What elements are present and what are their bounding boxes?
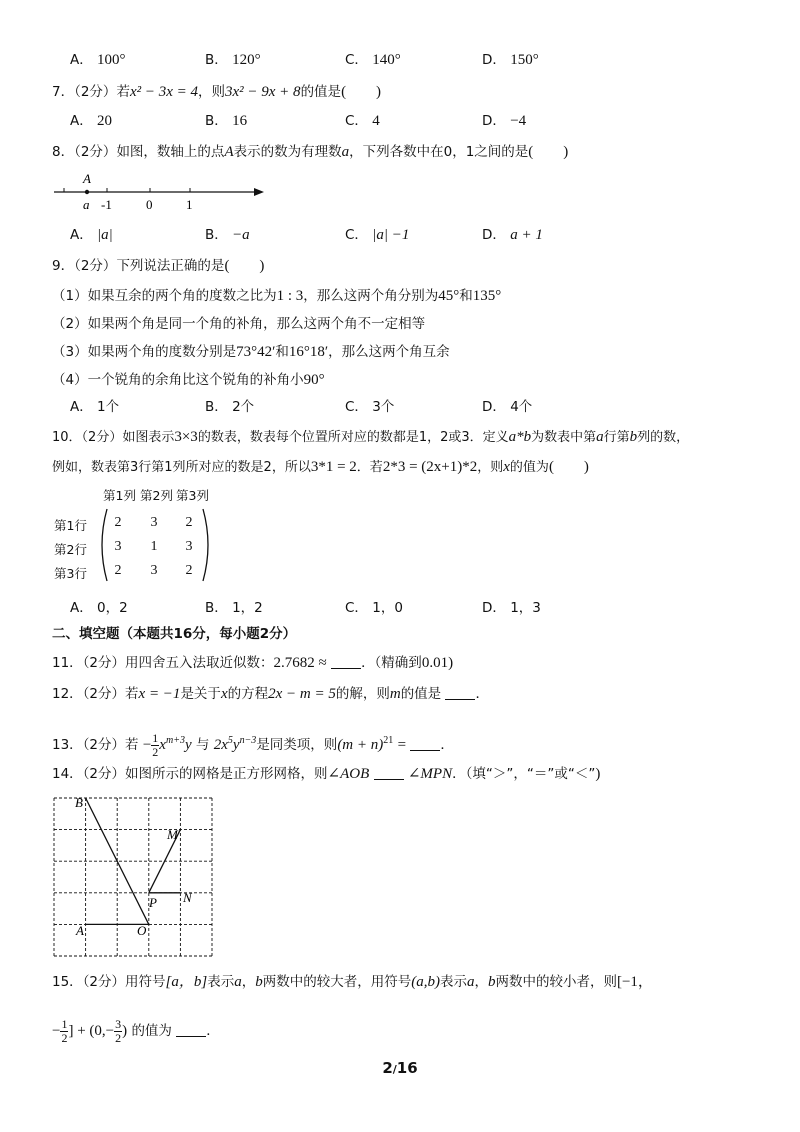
question-text: 列的数， [637,430,690,445]
math-expr: ) [122,1023,128,1039]
option-label: C． [345,227,368,243]
option-label: A． [70,52,93,68]
fraction-numerator: 1 [152,730,159,745]
question-13 [52,724,454,762]
option-value: 16 [232,113,248,129]
statement-text: 和 [275,344,289,360]
tick-label: a [83,197,90,212]
math-expr: 3*1 = 2 [310,459,357,475]
option-value: 140° [372,52,401,68]
point-label-m: M [167,827,178,842]
question-text: 的值为 [131,1023,172,1039]
fraction-denominator: 2 [152,744,159,759]
minus-sign: − [52,1023,61,1039]
math-exponent: 5 [227,735,233,746]
total-pages: 16 [396,1059,418,1077]
left-bracket [102,509,107,581]
matrix-cell: 3 [150,563,158,578]
question-score: （2分） [81,430,123,445]
answer-blank[interactable] [331,656,361,669]
question-number: 15． [52,974,83,990]
q7-option-c [345,111,380,131]
question-text: ， [474,974,488,990]
page-number [0,1059,800,1077]
question-15 [52,972,653,992]
point-a-dot [85,190,89,194]
matrix-cell: 2 [114,515,122,530]
q9-option-b [205,397,254,417]
question-text: ． [440,737,454,753]
q8-option-b [205,225,250,245]
option-label: A． [70,227,93,243]
option-value: 4个 [510,399,533,415]
question-text: 的方程 [227,686,269,702]
question-text: 行第 [603,430,630,445]
math-var: y [184,737,192,753]
question-text: ．若 [356,460,383,475]
point-label-n: N [183,890,192,905]
option-value: |a| −1 [372,227,410,243]
math-expr: 1 : 3 [276,288,304,304]
column-header: 第1列 [103,488,136,503]
option-label: B． [205,227,228,243]
q9-statement-2 [52,314,425,334]
option-value: 3个 [372,399,395,415]
question-text: ， [241,974,256,990]
question-15-line-2 [52,1014,220,1048]
question-text: 如图表示 [122,430,175,445]
minus-sign: − [142,737,152,753]
fraction-denominator: 2 [115,1030,122,1045]
matrix-cell: 1 [150,539,158,554]
question-text: 如图所示的网格是正方形网格，则 [125,766,328,782]
q9-statement-4 [52,370,325,390]
question-score: （2分） [82,737,126,753]
question-number: 8． [52,144,75,160]
question-score: （2分） [74,144,117,160]
question-number: 9． [52,258,75,274]
math-expr: ∠AOB [327,766,370,782]
square-grid-figure [50,794,220,964]
option-value: 150° [510,52,539,68]
option-value: −4 [510,113,527,129]
option-value: 1个 [97,399,120,415]
q8-option-a [70,225,113,245]
question-score: （2分） [82,655,126,671]
answer-blank[interactable] [374,767,404,780]
q10-option-c [345,598,403,618]
question-7 [52,82,381,102]
point-label-b: B [75,795,83,810]
math-expr: x = −1 [138,686,181,702]
fraction-denominator: 2 [61,1030,68,1045]
math-expr: ] + (0, [68,1023,106,1039]
option-value: 2个 [232,399,255,415]
row-header: 第1行 [54,518,87,533]
question-text: ，则 [198,84,225,100]
option-label: C． [345,600,368,616]
question-text: 若 [125,686,139,702]
option-value: 1，2 [232,600,263,616]
question-text: 用符号 [125,974,166,990]
current-page: 2 [382,1059,393,1077]
point-label-o: O [137,923,147,938]
question-text: 的值是 [300,84,342,100]
math-expr: 2x − m = 5 [268,686,336,702]
answer-paren: ( ) [224,258,265,274]
question-text: 为数表中第 [531,430,597,445]
answer-paren: ( ) [528,144,569,160]
answer-paren: ( ) [548,459,589,475]
option-label: A． [70,600,93,616]
question-text: 两数中的较大者，用符号 [262,974,412,990]
math-expr: 2*3 = (2x+1)*2 [382,459,478,475]
q6-option-c [345,50,401,70]
matrix-cell: 3 [150,515,158,530]
math-exponent: 21 [383,735,394,746]
math-var: y [232,737,240,753]
question-text: 若 [116,84,130,100]
option-value: a + 1 [510,227,543,243]
option-label: C． [345,399,368,415]
q6-option-a [70,50,126,70]
math-var: b [487,974,496,990]
math-expr: 90° [303,372,325,388]
question-score: （2分） [74,84,117,100]
page-separator: / [392,1063,397,1076]
q10-option-a [70,598,128,618]
option-label: D． [482,52,506,68]
statement-text: ，那么这两个角互余 [328,344,450,360]
statement-text: （3）如果两个角的度数分别是 [52,344,237,360]
matrix-cell: 2 [185,563,193,578]
matrix-cell: 3 [185,539,193,554]
question-score: （2分） [82,766,126,782]
question-number: 13． [52,737,83,753]
math-expr: 2.7682 ≈ [273,655,327,671]
question-number: 11． [52,655,83,671]
math-var: A [224,144,234,160]
math-expr: 16°18′ [288,344,329,360]
question-number: 10． [52,430,82,445]
math-var: x [159,737,166,753]
matrix-cell: 2 [185,515,193,530]
math-expr: 2x [213,737,228,753]
question-text: 如图，数轴上的点 [116,144,225,160]
option-value: |a| [97,227,113,243]
question-text: 的解，则 [335,686,390,702]
option-label: A． [70,113,93,129]
option-label: B． [205,600,228,616]
math-expr: [a，b] [165,974,208,990]
math-expr: 3×3 [174,429,198,445]
question-text: 两数中的较小者，则 [495,974,617,990]
question-text: 若 [125,737,139,753]
number-line-figure [50,168,280,216]
question-text: 与 [195,737,210,753]
math-expr: [−1， [616,974,653,990]
q9-option-d [482,397,532,417]
point-label: A [83,171,91,186]
option-label: D． [482,227,506,243]
q9-statement-1 [52,286,501,306]
question-score: （2分） [82,686,126,702]
q9-option-a [70,397,119,417]
tick-label: 1 [186,197,193,212]
math-exponent: m+3 [165,735,185,746]
question-text: ，下列各数中在0，1之间的是 [349,144,529,160]
question-text: 的值是 [400,686,442,702]
math-var: x [503,459,510,475]
question-text: ) [448,655,454,671]
section-heading: 二、填空题（本题共16分，每小题2分） [52,626,297,642]
q9-statement-3 [52,342,450,362]
option-value: 120° [232,52,261,68]
option-label: B． [205,399,228,415]
question-text: 表示的数为有理数 [233,144,342,160]
tick-label: -1 [101,197,112,212]
question-10-line-2 [52,457,589,478]
answer-blank[interactable] [445,687,475,700]
option-label: C． [345,52,368,68]
arrow-icon [254,188,264,196]
row-header: 第3行 [54,566,87,581]
question-number: 14． [52,766,83,782]
question-text: 的数表，数表每个位置所对应的数都是1，2或3．定义 [197,430,509,445]
math-expr: (m + n) [337,737,384,753]
math-var: m [389,686,401,702]
statement-text: （1）如果互余的两个角的度数之比为 [52,288,277,304]
math-var: a [234,974,242,990]
question-10 [52,427,689,448]
tick-label: 0 [146,197,153,212]
question-text: 用四舍五入法取近似数： [125,655,274,671]
math-var: b [629,429,638,445]
math-expr: x² − 3x = 4 [129,84,198,100]
option-label: D． [482,399,506,415]
math-var: b [255,974,263,990]
right-bracket [203,509,208,581]
option-value: −a [232,227,250,243]
math-expr: 135° [472,288,502,304]
matrix-cell: 2 [114,563,122,578]
math-var: a [596,429,604,445]
math-var: a [466,974,475,990]
option-label: B． [205,52,228,68]
question-text: 例如，数表第3行第1列所对应的数是2，所以 [52,460,311,475]
q8-option-d [482,225,543,245]
option-value: 4 [372,113,380,129]
math-expr: ∠MPN [407,766,453,782]
statement-text: 和 [459,288,473,304]
fraction-numerator: 1 [61,1016,68,1031]
question-text: 是同类项，则 [256,737,338,753]
math-expr: 0.01 [421,655,449,671]
question-11 [52,653,453,673]
option-value: 1，0 [372,600,403,616]
math-expr: (a,b) [411,974,440,990]
question-number: 7． [52,84,75,100]
math-exponent: n−3 [239,735,257,746]
option-label: C． [345,113,368,129]
fraction-numerator: 3 [115,1016,122,1031]
option-label: A． [70,399,93,415]
question-text: ． [475,686,489,702]
option-value: 1，3 [510,600,541,616]
question-text: 是关于 [180,686,221,702]
column-header: 第2列 [140,488,173,503]
question-text: ，则 [477,460,504,475]
math-expr: 45° [438,288,460,304]
question-14 [52,764,600,784]
question-text: ． [206,1023,220,1039]
q10-option-b [205,598,263,618]
option-value: 100° [97,52,126,68]
point-label-p: P [149,895,157,910]
q9-option-c [345,397,394,417]
question-text: ．（精确到 [361,655,422,671]
question-text: 下列说法正确的是 [116,258,225,274]
q6-option-d [482,50,539,70]
question-text: ．（填“＞”，“＝”或“＜” [452,766,596,782]
math-expr: = [397,737,407,753]
question-text: 的值为 [509,460,549,475]
question-number: 12． [52,686,83,702]
row-header: 第2行 [54,542,87,557]
math-var: a [341,144,350,160]
matrix-cell: 3 [114,539,122,554]
statement-text: （4）一个锐角的余角比这个锐角的补角小 [52,372,304,388]
fraction [114,1018,122,1045]
q7-option-a [70,111,112,131]
answer-paren: ) [595,766,601,782]
math-expr: 73°42′ [236,344,276,360]
question-12 [52,684,489,704]
q8-option-c [345,225,409,245]
question-text: 表示 [207,974,235,990]
question-score: （2分） [74,258,117,274]
option-value: 20 [97,113,113,129]
q7-option-b [205,111,247,131]
q7-option-d [482,111,526,131]
question-score: （2分） [82,974,126,990]
answer-blank[interactable] [410,738,440,751]
q6-option-b [205,50,261,70]
option-label: D． [482,600,506,616]
question-text: 表示 [439,974,467,990]
column-header: 第3列 [176,488,209,503]
minus-sign: − [105,1023,115,1039]
math-expr: 3x² − 9x + 8 [225,84,301,100]
answer-paren: ( ) [341,84,382,100]
statement-text: ，那么这两个角分别为 [303,288,439,304]
question-8 [52,142,568,162]
point-label-a: A [76,923,84,938]
option-value: 0，2 [97,600,128,616]
math-expr: a*b [508,429,532,445]
statement-text: （2）如果两个角是同一个角的补角，那么这两个角不一定相等 [52,316,426,332]
option-label: D． [482,113,506,129]
q10-option-d [482,598,541,618]
option-label: B． [205,113,228,129]
question-9 [52,256,264,276]
answer-blank[interactable] [176,1024,206,1037]
math-var: x [220,686,228,702]
